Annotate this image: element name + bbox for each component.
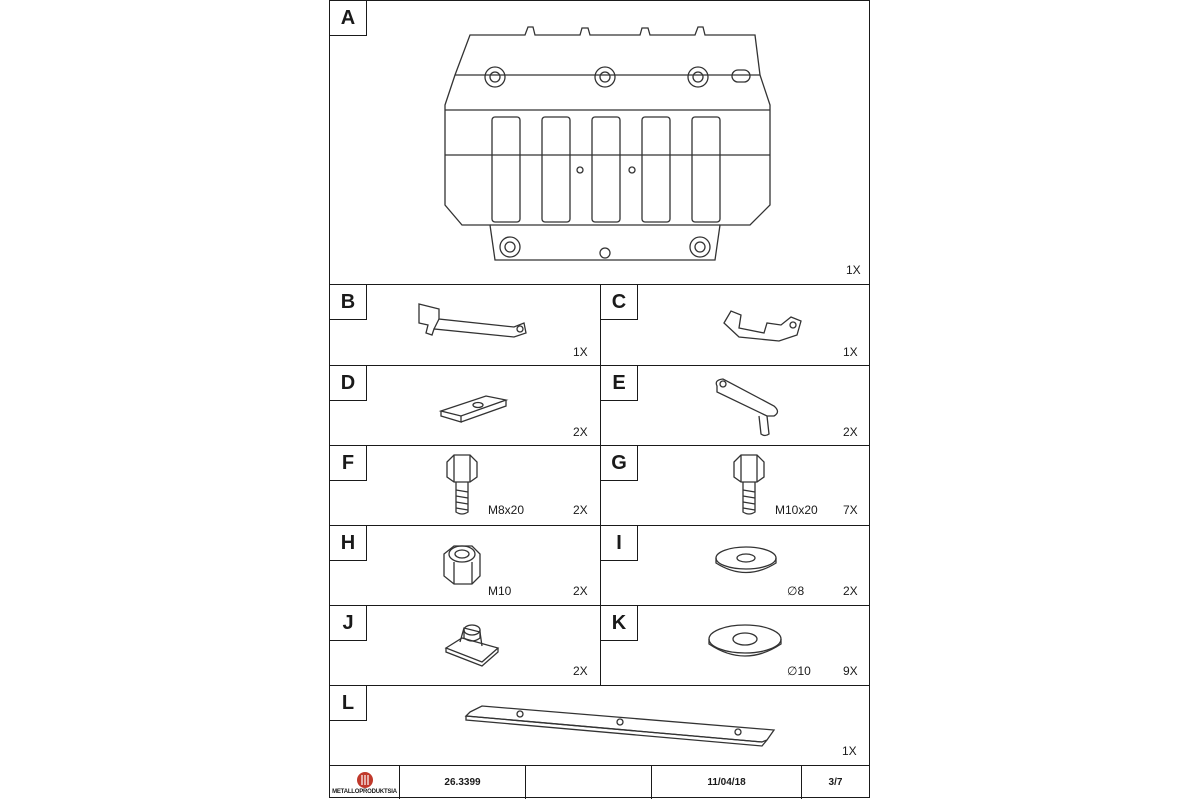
row-fg [330,446,869,526]
cell-d [330,366,600,446]
title-block [330,766,869,799]
cell-b [330,285,600,366]
skid-plate-icon [440,25,770,265]
part-spec-g: M10x20 [775,503,818,517]
row-de [330,366,869,446]
row-jk [330,606,869,686]
date: 11/04/18 [652,766,802,799]
part-letter-b: B [329,284,367,320]
part-letter-h: H [329,525,367,561]
part-qty-i: 2X [843,584,858,598]
cell-l [330,686,869,766]
company-logo-icon [356,771,374,789]
part-qty-k: 9X [843,664,858,678]
cell-e [600,366,869,446]
part-qty-e: 2X [843,425,858,439]
part-letter-f: F [329,445,367,481]
parts-sheet [329,0,870,798]
part-letter-k: K [600,605,638,641]
part-spec-k: ∅10 [787,664,811,678]
row-l [330,686,869,766]
part-qty-c: 1X [843,345,858,359]
cell-i [600,526,869,606]
cell-k [600,606,869,686]
cell-j [330,606,600,686]
part-letter-j: J [329,605,367,641]
clip-nut-icon [442,618,502,670]
page-number: 3/7 [828,777,843,788]
bolt-icon [729,452,769,518]
part-letter-d: D [329,365,367,401]
cell-g [600,446,869,526]
logo-cell [330,766,400,799]
cell-c [600,285,869,366]
part-qty-l: 1X [842,744,857,758]
part-number: 26.3399 [400,766,526,799]
bracket-icon [719,303,809,348]
part-spec-h: M10 [488,584,512,598]
part-letter-e: E [600,365,638,401]
part-qty-a: 1X [846,263,861,277]
part-qty-b: 1X [573,345,588,359]
part-qty-h: 2X [573,584,588,598]
row-bc [330,285,869,366]
part-qty-j: 2X [573,664,588,678]
part-letter-g: G [600,445,638,481]
strip-icon [462,702,782,752]
stud-plate-icon [709,374,789,444]
blank-field [526,766,652,799]
part-spec-i: ∅8 [787,584,805,598]
part-spec-f: M8x20 [488,503,525,517]
part-letter-l: L [329,685,367,721]
cell-f [330,446,600,526]
washer-icon [705,622,785,662]
part-letter-c: C [600,284,638,320]
part-qty-f: 2X [573,503,588,517]
bolt-icon [442,452,482,518]
washer-icon [711,544,781,578]
company-logo-text: METALLOPRODUKTSIA [332,788,397,795]
row-hi [330,526,869,606]
part-qty-d: 2X [573,425,588,439]
nut-icon [440,540,484,590]
cell-h [330,526,600,606]
part-qty-g: 7X [843,503,858,517]
plate-icon [436,386,516,426]
cell-a [330,1,869,285]
row-a [330,1,869,285]
bracket-icon [414,299,534,349]
part-letter-a: A [329,0,367,36]
part-letter-i: I [600,525,638,561]
